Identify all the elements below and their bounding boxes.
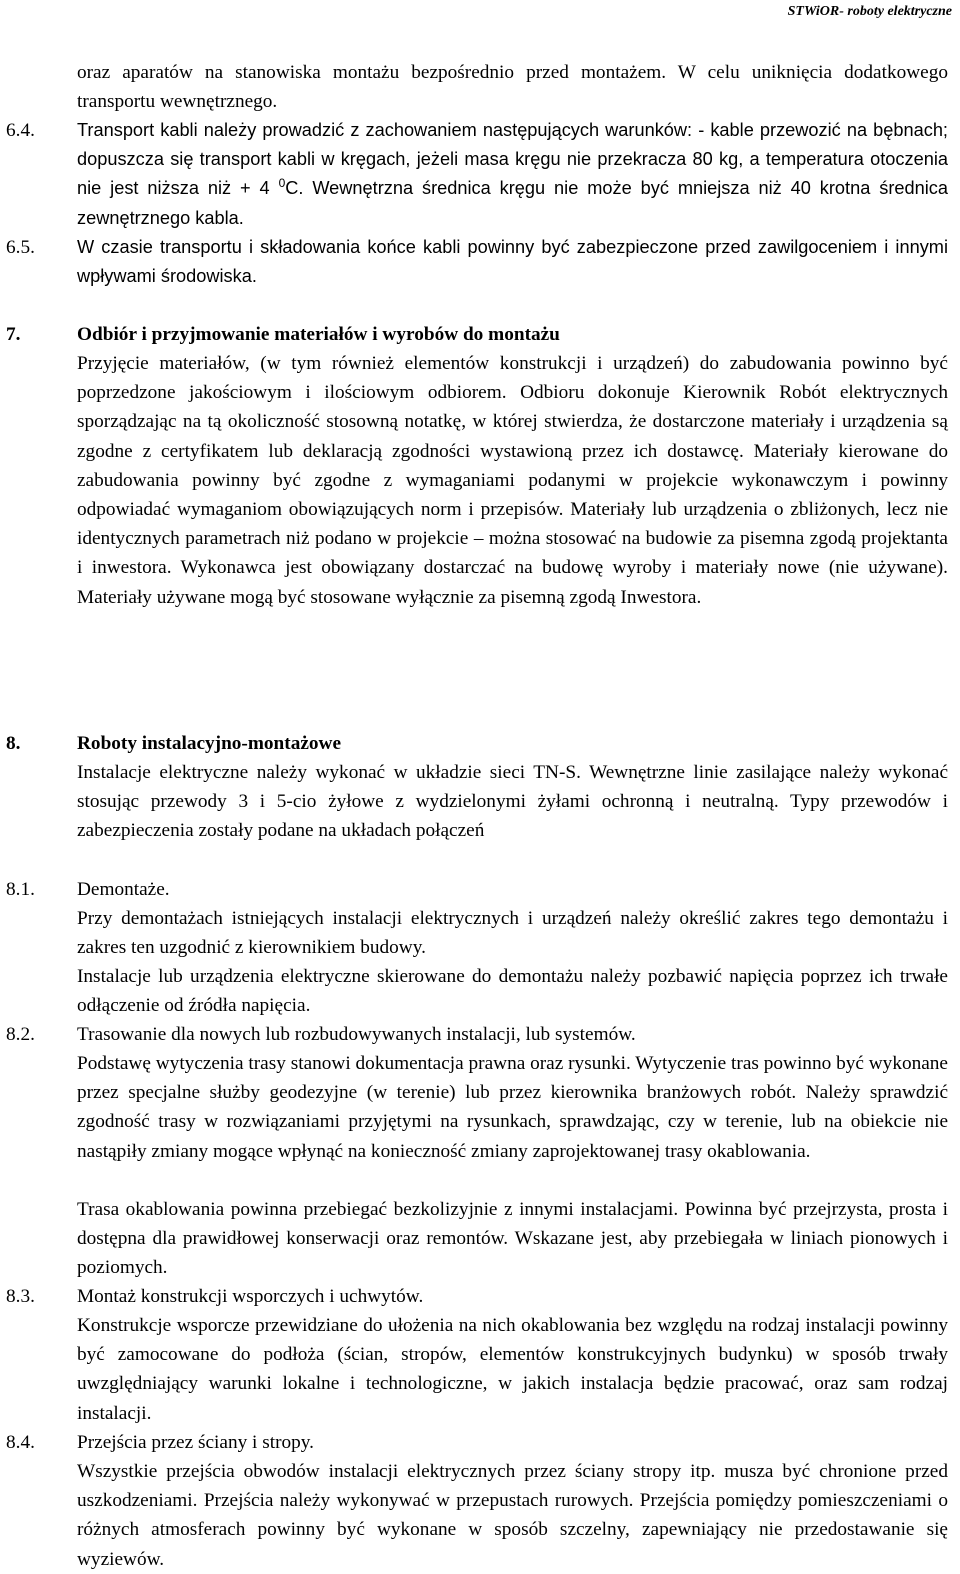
s8-1-number: 8.1.: [6, 879, 35, 900]
s8-number: 8.: [6, 733, 21, 754]
s6-5-text: W czasie transportu i składowania końce kabli powinny być zabezpieczone przed zawilgoceniem i innymi wpływami środowiska.: [77, 237, 948, 287]
s8-intro: Instalacje elektryczne należy wykonać w układzie sieci TN-S. Wewnętrzne linie zasilające należy wykonać stosując przewody 3 i 5-cio żyłowe z wydzielonymi żyłami ochronną i neutralną. Typy przewodów i zabezpieczenia zostały podane na układach połączeń: [77, 762, 948, 842]
s6-4-superscript: 0: [278, 176, 286, 191]
s8-2-p2: Trasa okablowania powinna przebiegać bezkolizyjnie z innymi instalacjami. Powinna być przejrzysta, prosta i dostępna dla prawidłowej konserwacji oraz remontów. Wskazane jest, aby przebiegała w liniach pionowych i poziomych.: [77, 1199, 948, 1279]
s8-1-p2: Instalacje lub urządzenia elektryczne skierowane do demontażu należy pozbawić napięcia poprzez ich trwałe odłączenie od źródła napięcia.: [77, 966, 948, 1017]
s6-4-text-a: Transport kabli należy prowadzić z zachowaniem następujących warunków: - kable przewozić na bębnach; dopuszcza się transport kabli w kręgach, jeżeli masa kręgu nie przekracza 80 kg, a temperatura otoczenia nie jest niższa niż + 4: [77, 120, 948, 199]
s8-1-p1: Przy demontażach istniejących instalacji elektrycznych i urządzeń należy określić zakres tego demontażu i zakres ten uzgodnić z kierownikiem budowy.: [77, 908, 948, 959]
s6-5-number: 6.5.: [6, 237, 35, 258]
s8-1-title: Demontaże.: [77, 879, 170, 900]
s6-4-text: [77, 116, 948, 233]
s6-continuation: oraz aparatów na stanowiska montażu bezpośrednio przed montażem. W celu uniknięcia dodatkowego transportu wewnętrznego.: [77, 62, 948, 113]
s8-4-number: 8.4.: [6, 1432, 35, 1453]
s6-4-number: 6.4.: [6, 120, 35, 141]
s8-2-p1: Podstawę wytyczenia trasy stanowi dokumentacja prawna oraz rysunki. Wytyczenie tras powinno być wykonane przez specjalne służby geodezyjne (w terenie) lub przez kierownika branżowych robót. Należy sprawdzić zgodność trasy w rozwiązaniami przyjętymi na rysunkach, sprawdzając, czy w terenie, lub na obiekcie nie nastąpiły zmiany mogące wpłynąć na konieczność zmiany zaprojektowanej trasy okablowania.: [77, 1053, 948, 1162]
s8-heading: Roboty instalacyjno-montażowe: [77, 733, 342, 754]
s6-4-text-b: C. Wewnętrzna średnica kręgu nie może być mniejsza niż 40 krotna średnica zewnętrznego kabla.: [77, 178, 948, 228]
s8-3-title: Montaż konstrukcji wsporczych i uchwytów.: [77, 1286, 424, 1307]
s8-4-title: Przejścia przez ściany i stropy.: [77, 1432, 314, 1453]
s8-2-title: Trasowanie dla nowych lub rozbudowywanych instalacji, lub systemów.: [77, 1024, 636, 1045]
s7-heading: Odbiór i przyjmowanie materiałów i wyrobów do montażu: [77, 324, 560, 345]
header-title: STWiOR- roboty elektryczne: [787, 4, 952, 19]
running-header: [788, 3, 952, 21]
s8-3-number: 8.3.: [6, 1286, 35, 1307]
s8-3-p1: Konstrukcje wsporcze przewidziane do ułożenia na nich okablowania bez względu na rodzaj instalacji powinny być zamocowane do podłoża (ścian, stropów, elementów konstrukcyjnych budynku) w sposób trwały uwzględniający warunki lokalne i technologiczne, w jakich instalacja będzie pracować, oraz sam rodzaj instalacji.: [77, 1315, 948, 1424]
s8-4-p1: Wszystkie przejścia obwodów instalacji elektrycznych przez ściany stropy itp. musza być chronione przed uszkodzeniami. Przejścia należy wykonywać w przepustach rurowych. Przejścia pomiędzy pomieszczeniami o różnych atmosferach powinny być wykonane w sposób szczelny, zapewniający nie przedostawanie się wyziewów.: [77, 1461, 948, 1570]
s7-body: Przyjęcie materiałów, (w tym również elementów konstrukcji i urządzeń) do zabudowania powinno być poprzedzone jakościowym i ilościowym odbiorem. Odbioru dokonuje Kierownik Robót elektrycznych sporządzając na tą okoliczność stosowną notatkę, w której stwierdza, że dostarczone materiały i urządzenia są zgodne z certyfikatem lub deklaracją zgodności wystawioną przez ich dostawcę. Materiały kierowane do zabudowania powinny być zgodne z wymaganiami podanymi w projekcie wykonawczym i powinny odpowiadać wymaganiom obowiązujących norm i przepisów. Materiały lub urządzenia o zbliżonych, lecz nie identycznych parametrach niż podano w projekcie – można stosować na budowie za pisemna zgodą projektanta i inwestora. Wykonawca jest obowiązany dostarczać na budowę wyroby i materiały nowe (nie używane). Materiały używane mogą być stosowane wyłącznie za pisemną zgodą Inwestora.: [77, 353, 948, 608]
s8-2-number: 8.2.: [6, 1024, 35, 1045]
s7-number: 7.: [6, 324, 21, 345]
